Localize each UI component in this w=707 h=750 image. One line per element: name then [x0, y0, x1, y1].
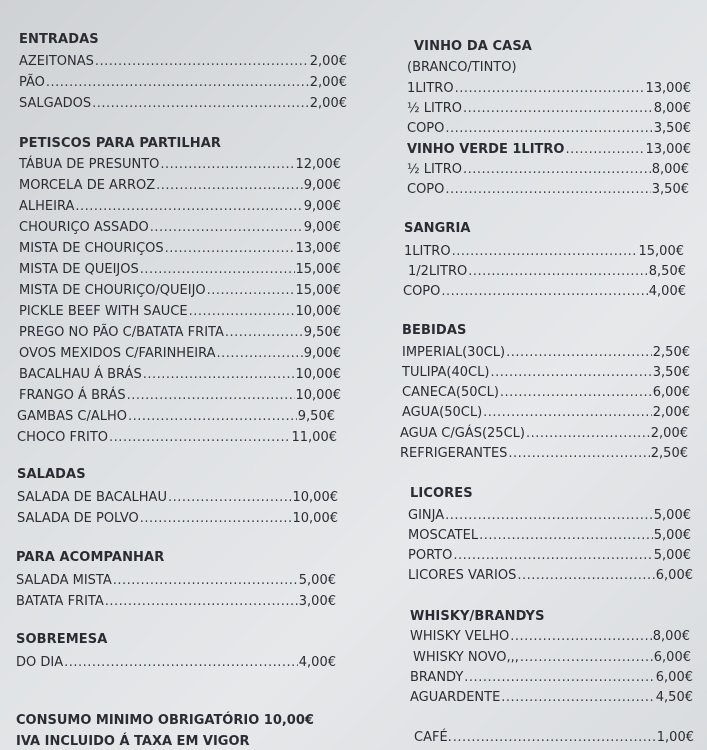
leader-dots	[464, 670, 654, 685]
item-name: 1LITRO	[407, 81, 454, 96]
menu-item	[404, 244, 684, 259]
item-name: MISTA DE CHOURIÇOS	[19, 241, 164, 256]
leader-dots	[526, 426, 650, 441]
item-name: AGUA(50CL)	[402, 405, 483, 420]
leader-dots	[501, 690, 654, 705]
item-price: 10,00€	[292, 490, 338, 505]
item-name: MISTA DE QUEIJOS	[19, 262, 139, 277]
menu-item	[407, 121, 691, 136]
menu-item	[19, 367, 341, 382]
item-name: CANECA(50CL)	[402, 385, 499, 400]
item-price: 3,50€	[652, 365, 690, 380]
menu-item	[19, 157, 341, 172]
leader-dots	[445, 182, 650, 197]
menu-item	[402, 365, 690, 380]
leader-dots	[510, 629, 652, 644]
leader-dots	[189, 304, 295, 319]
item-name: CAFÉ.	[414, 730, 452, 745]
leader-dots	[500, 385, 652, 400]
menu-item	[19, 262, 341, 277]
leader-dots	[453, 548, 652, 563]
section-title-petiscos: PETISCOS PARA PARTILHAR	[19, 136, 222, 151]
item-name: AGUA C/GÁS(25CL)	[400, 426, 525, 441]
item-price: 9,00€	[303, 199, 341, 214]
leader-dots	[463, 162, 651, 177]
item-name: TÁBUA DE PRESUNTO	[19, 157, 160, 172]
menu-item	[19, 75, 347, 90]
menu-item	[407, 81, 691, 96]
item-price: 10,00€	[295, 304, 341, 319]
footer-vat-note: IVA INCLUIDO Á TAXA EM VIGOR	[16, 734, 250, 749]
leader-dots	[64, 655, 298, 670]
leader-dots	[140, 262, 295, 277]
section-title-saladas: SALADAS	[17, 467, 86, 482]
menu-item	[408, 568, 693, 583]
item-price: 2,00€	[650, 426, 688, 441]
item-name: PÃO	[19, 75, 45, 90]
leader-dots	[46, 75, 309, 90]
item-price: 2,00€	[309, 96, 347, 111]
leader-dots	[128, 409, 297, 424]
menu-item	[410, 629, 690, 644]
menu-item	[19, 54, 347, 69]
item-price: 9,00€	[303, 346, 341, 361]
menu-item	[407, 162, 689, 177]
item-name: BATATA FRITA	[16, 594, 104, 609]
item-name: LICORES VARIOS	[408, 568, 517, 583]
item-name: COPO	[407, 182, 445, 197]
item-name: DO DIA	[16, 655, 64, 670]
section-title-acompanhar: PARA ACOMPANHAR	[16, 550, 165, 565]
item-name: WHISKY NOVO,,,	[413, 650, 519, 665]
item-name: GAMBAS C/ALHO	[17, 409, 127, 424]
menu-item	[408, 508, 691, 523]
menu-item	[407, 182, 689, 197]
item-price: 15,00€	[295, 262, 341, 277]
item-name: ALHEIRA	[19, 199, 75, 214]
leader-dots	[520, 650, 653, 665]
section-title-bebidas: BEBIDAS	[402, 323, 467, 338]
menu-item	[19, 241, 341, 256]
menu-item	[17, 430, 337, 445]
item-name: COPO	[407, 121, 445, 136]
menu-item-cafe	[414, 730, 694, 745]
item-name: ½ LITRO	[407, 162, 463, 177]
leader-dots	[463, 101, 653, 116]
menu-item	[19, 178, 341, 193]
item-name: PORTO	[408, 548, 453, 563]
item-price: 13,00€	[295, 241, 341, 256]
item-price: 13,00€	[645, 81, 691, 96]
leader-dots	[490, 365, 651, 380]
leader-dots	[508, 446, 649, 461]
menu-item	[19, 199, 341, 214]
leader-dots	[113, 573, 298, 588]
section-title-vinho-casa: VINHO DA CASA	[414, 39, 532, 54]
menu-item	[16, 655, 336, 670]
item-price: 2,00€	[309, 54, 347, 69]
item-price: 3,50€	[651, 182, 689, 197]
menu-item	[410, 690, 693, 705]
item-price: 3,00€	[298, 594, 336, 609]
menu-item	[410, 670, 693, 685]
item-price: 15,00€	[295, 283, 341, 298]
item-name: COPO	[403, 284, 441, 299]
menu-item	[402, 345, 690, 360]
item-name: REFRIGERANTES	[400, 446, 508, 461]
item-name: FRANGO Á BRÁS	[19, 388, 126, 403]
item-name: GINJA	[408, 508, 445, 523]
menu-item	[19, 220, 341, 235]
menu-item	[402, 405, 690, 420]
section-title-whisky: WHISKY/BRANDYS	[410, 609, 545, 624]
leader-dots	[217, 346, 303, 361]
item-price: 2,00€	[652, 405, 690, 420]
menu-item	[17, 511, 338, 526]
item-name: WHISKY VELHO	[410, 629, 510, 644]
leader-dots	[95, 54, 309, 69]
item-name: ½ LITRO	[407, 101, 463, 116]
item-name: MISTA DE CHOURIÇO/QUEIJO	[19, 283, 206, 298]
item-name: VINHO VERDE 1LITRO	[407, 142, 565, 157]
menu-item	[16, 594, 336, 609]
wine-color-note: (BRANCO/TINTO)	[407, 60, 517, 75]
item-price: 9,50€	[303, 325, 341, 340]
menu-item	[19, 283, 341, 298]
menu-item	[16, 573, 336, 588]
item-price: 12,00€	[295, 157, 341, 172]
leader-dots	[140, 511, 292, 526]
item-price: 15,00€	[638, 244, 684, 259]
item-price: 2,50€	[652, 345, 690, 360]
item-name: SALADA MISTA	[16, 573, 112, 588]
leader-dots	[105, 594, 298, 609]
leader-dots	[468, 264, 648, 279]
leader-dots	[483, 405, 652, 420]
leader-dots	[165, 241, 295, 256]
section-title-entradas: ENTRADAS	[19, 32, 99, 47]
item-price: 9,50€	[297, 409, 335, 424]
leader-dots	[160, 157, 294, 172]
leader-dots	[452, 244, 638, 259]
section-title-sangria: SANGRIA	[404, 221, 471, 236]
item-price: 9,00€	[303, 220, 341, 235]
item-price: 9,00€	[303, 178, 341, 193]
item-price: 1,00€	[656, 730, 694, 745]
menu-item-vinho-verde	[407, 142, 691, 157]
item-name: TULIPA(40CL)	[402, 365, 490, 380]
leader-dots	[565, 142, 644, 157]
leader-dots	[517, 568, 654, 583]
leader-dots	[150, 220, 303, 235]
menu-item	[17, 409, 335, 424]
item-name: MOSCATEL	[408, 528, 479, 543]
leader-dots	[445, 508, 653, 523]
item-price: 5,00€	[653, 548, 691, 563]
item-price: 10,00€	[295, 367, 341, 382]
item-price: 4,00€	[298, 655, 336, 670]
item-name: BRANDY	[410, 670, 464, 685]
section-title-licores: LICORES	[410, 486, 473, 501]
item-name: 1LITRO	[404, 244, 451, 259]
item-name: MORCELA DE ARROZ	[19, 178, 156, 193]
leader-dots	[506, 345, 652, 360]
item-name: CHOURIÇO ASSADO	[19, 220, 149, 235]
item-name: IMPERIAL(30CL)	[402, 345, 506, 360]
leader-dots	[156, 178, 303, 193]
item-price: 11,00€	[291, 430, 337, 445]
leader-dots	[127, 388, 295, 403]
menu-item	[413, 650, 691, 665]
item-price: 3,50€	[653, 121, 691, 136]
leader-dots	[453, 730, 656, 745]
item-price: 8,50€	[648, 264, 686, 279]
item-name: AGUARDENTE	[410, 690, 501, 705]
item-name: OVOS MEXIDOS C/FARINHEIRA	[19, 346, 216, 361]
item-name: SALADA DE BACALHAU	[17, 490, 167, 505]
item-price: 8,00€	[651, 162, 689, 177]
item-price: 5,00€	[653, 508, 691, 523]
item-price: 6,00€	[655, 670, 693, 685]
leader-dots	[225, 325, 303, 340]
leader-dots	[75, 199, 302, 214]
menu-item	[408, 264, 686, 279]
item-price: 8,00€	[653, 101, 691, 116]
item-name: AZEITONAS	[19, 54, 94, 69]
leader-dots	[109, 430, 290, 445]
leader-dots	[479, 528, 653, 543]
leader-dots	[441, 284, 647, 299]
leader-dots	[207, 283, 295, 298]
item-name: 1/2LITRO	[408, 264, 468, 279]
item-price: 6,00€	[652, 385, 690, 400]
menu-item	[19, 96, 347, 111]
item-price: 4,00€	[648, 284, 686, 299]
menu-item	[407, 101, 691, 116]
menu-item	[408, 528, 691, 543]
menu-item	[400, 426, 688, 441]
item-name: PICKLE BEEF WITH SAUCE	[19, 304, 188, 319]
leader-dots	[92, 96, 309, 111]
item-name: SALGADOS	[19, 96, 92, 111]
menu-item	[19, 325, 341, 340]
menu-item	[403, 284, 686, 299]
item-name: SALADA DE POLVO	[17, 511, 139, 526]
menu-item	[19, 388, 341, 403]
menu-item	[408, 548, 691, 563]
item-price: 5,00€	[298, 573, 336, 588]
item-price: 2,00€	[309, 75, 347, 90]
item-price: 6,00€	[653, 650, 691, 665]
item-name: BACALHAU Á BRÁS	[19, 367, 142, 382]
footer-minimum-consumption: CONSUMO MINIMO OBRIGATÓRIO 10,00€	[16, 713, 314, 728]
item-name: CHOCO FRITO	[17, 430, 109, 445]
item-price: 6,00€	[655, 568, 693, 583]
item-price: 13,00€	[645, 142, 691, 157]
item-price: 10,00€	[292, 511, 338, 526]
item-price: 4,50€	[655, 690, 693, 705]
item-price: 2,50€	[650, 446, 688, 461]
item-price: 5,00€	[653, 528, 691, 543]
leader-dots	[455, 81, 645, 96]
menu-item	[19, 346, 341, 361]
item-name: PREGO NO PÃO C/BATATA FRITA	[19, 325, 224, 340]
menu-item	[400, 446, 688, 461]
item-price: 10,00€	[295, 388, 341, 403]
item-price: 8,00€	[652, 629, 690, 644]
leader-dots	[445, 121, 652, 136]
section-title-sobremesa: SOBREMESA	[16, 632, 108, 647]
leader-dots	[143, 367, 295, 382]
menu-item	[402, 385, 690, 400]
menu-item	[17, 490, 338, 505]
leader-dots	[168, 490, 292, 505]
menu-item	[19, 304, 341, 319]
